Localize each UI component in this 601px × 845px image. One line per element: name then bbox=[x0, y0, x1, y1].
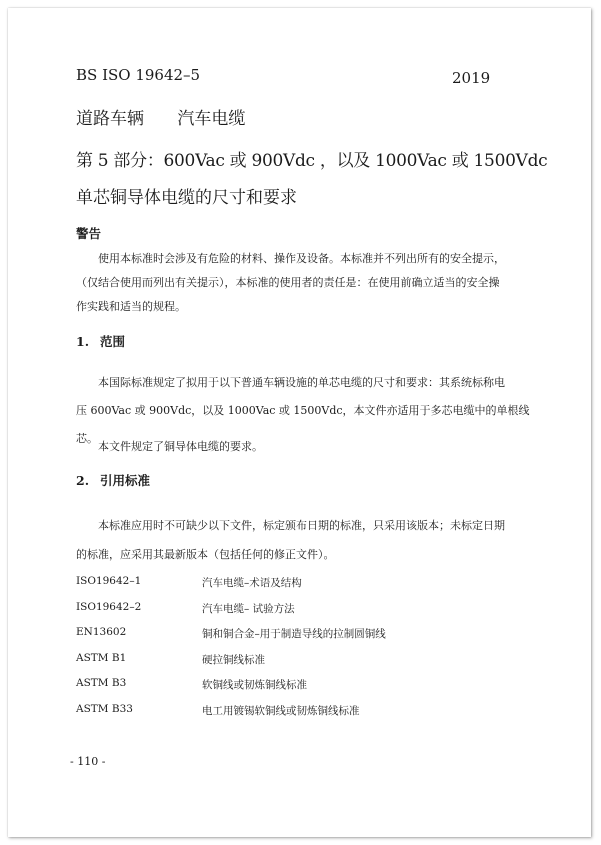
reference-code: ASTM B3 bbox=[76, 677, 127, 689]
warning-line: （仅结合使用而列出有关提示），本标准的使用者的责任是：在使用前确立适当的安全操 bbox=[76, 276, 500, 289]
title-line-3: 单芯铜导体电缆的尺寸和要求 bbox=[76, 188, 297, 208]
section-title: 引用标准 bbox=[100, 473, 151, 488]
reference-title: 汽车电缆– 试验方法 bbox=[202, 602, 295, 615]
warning-line: 作实践和适当的规程。 bbox=[76, 300, 186, 313]
warning-heading: 警告 bbox=[76, 226, 102, 241]
scope-line: 压 600Vac 或 900Vdc，以及 1000Vac 或 1500Vdc，本文件亦适用于多芯电缆中的单根线芯。 bbox=[76, 404, 530, 445]
title-line-1: 道路车辆 汽车电缆 bbox=[76, 109, 246, 129]
reference-title: 软铜线或韧炼铜线标准 bbox=[202, 679, 307, 691]
reference-code: ASTM B33 bbox=[76, 702, 133, 715]
page-number: - 110 - bbox=[70, 755, 106, 768]
reference-title: 铜和铜合金–用于制造导线的拉制圆铜线 bbox=[202, 628, 386, 640]
warning-line: 使用本标准时会涉及有危险的材料、操作及设备。本标准并不列出所有的安全提示， bbox=[98, 252, 505, 265]
publication-year: 2019 bbox=[452, 69, 491, 87]
reference-code: EN13602 bbox=[76, 626, 127, 638]
reference-title: 硬拉铜线标准 bbox=[202, 653, 265, 666]
warning-paragraph bbox=[76, 247, 536, 319]
section-number: 1. bbox=[76, 334, 90, 349]
title-line-2: 第 5 部分：600Vac 或 900Vdc ，以及 1000Vac 或 1500Vdc bbox=[76, 151, 548, 171]
references-line: 的标准，应采用其最新版本（包括任何的修正文件）。 bbox=[76, 548, 335, 561]
standard-code: BS ISO 19642–5 bbox=[76, 66, 201, 84]
reference-title: 汽车电缆–术语及结构 bbox=[202, 577, 302, 589]
section-1-heading bbox=[76, 332, 125, 350]
section-2-heading bbox=[76, 471, 150, 489]
document-page bbox=[8, 8, 591, 837]
reference-code: ISO19642–2 bbox=[76, 600, 142, 613]
reference-code: ASTM B1 bbox=[76, 651, 127, 664]
scope-line: 本国际标准规定了拟用于以下普通车辆设施的单芯电缆的尺寸和要求：其系统标称电 bbox=[98, 376, 505, 389]
references-line: 本标准应用时不可缺少以下文件，标定颁布日期的标准，只采用该版本；未标定日期 bbox=[98, 519, 505, 532]
section-title: 范围 bbox=[100, 334, 126, 349]
section-number: 2. bbox=[76, 473, 90, 488]
references-paragraph bbox=[76, 511, 536, 569]
reference-title: 电工用镀锡软铜线或韧炼铜线标准 bbox=[202, 704, 360, 717]
scope-paragraph-2: 本文件规定了铜导体电缆的要求。 bbox=[98, 440, 263, 453]
reference-code: ISO19642–1 bbox=[76, 575, 142, 587]
